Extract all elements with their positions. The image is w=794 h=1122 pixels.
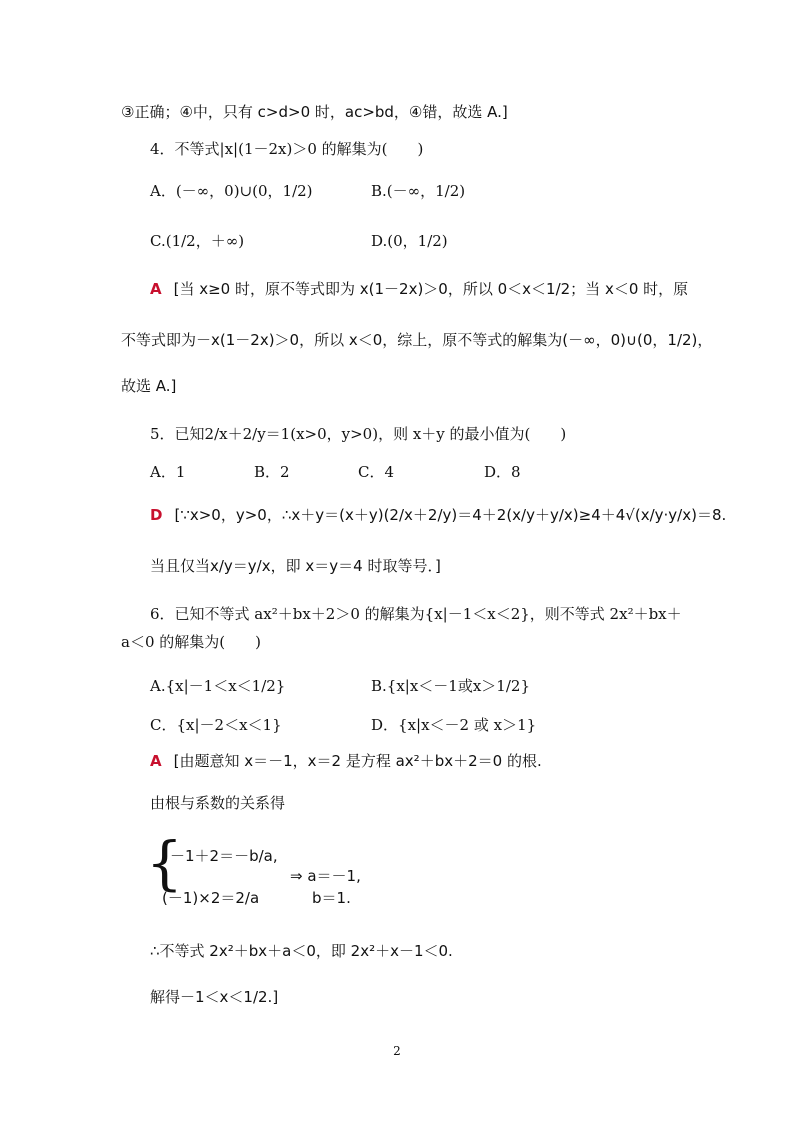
option-b: B．2	[254, 463, 290, 481]
option-c: C.(1/2，＋∞)	[150, 232, 245, 250]
equation: －1＋2＝－b/a,	[170, 847, 278, 865]
question-6-stem: a＜0 的解集为( )	[121, 633, 261, 651]
answer-line	[150, 751, 542, 771]
option-b: B.(－∞，1/2)	[371, 182, 466, 200]
question-5-stem: 5．已知2/x＋2/y＝1(x>0，y>0)，则 x＋y 的最小值为( )	[150, 425, 567, 443]
option-b: B.{x|x＜－1或x＞1/2}	[371, 677, 530, 695]
answer-line: 解得－1＜x＜1/2.]	[150, 988, 279, 1006]
left-brace-icon: {	[146, 829, 183, 897]
text-line: ③正确；④中，只有 c>d>0 时，ac>bd，④错，故选 A.]	[121, 103, 508, 121]
option-d: D.(0，1/2)	[371, 232, 448, 250]
answer-line: 不等式即为－x(1－2x)＞0，所以 x＜0，综上，原不等式的解集为(－∞，0)∪(0，1/2)，	[121, 331, 713, 349]
option-c: C．{x|－2＜x＜1}	[150, 716, 282, 734]
question-4-stem: 4．不等式|x|(1－2x)＞0 的解集为( )	[150, 140, 424, 158]
answer-letter: D	[150, 506, 163, 524]
question-6-stem: 6．已知不等式 ax²＋bx＋2＞0 的解集为{x|－1＜x＜2}，则不等式 2x²＋bx＋	[150, 605, 682, 623]
option-d: D．{x|x＜－2 或 x＞1}	[371, 716, 537, 734]
answer-line: ∴不等式 2x²＋bx＋a＜0，即 2x²＋x－1＜0.	[150, 942, 453, 960]
option-a: A.{x|－1＜x＜1/2}	[150, 677, 286, 695]
page-number: 2	[393, 1044, 401, 1058]
answer-letter: A	[150, 752, 162, 770]
answer-text: [∵x>0，y>0，∴x＋y＝(x＋y)(2/x＋2/y)＝4＋2(x/y＋y/x)≥4＋4√(x/y·y/x)＝8.	[174, 506, 727, 524]
answer-line	[150, 505, 726, 525]
equation: b＝1.	[312, 889, 351, 907]
equation: (－1)×2＝2/a	[162, 889, 260, 907]
answer-line: 由根与系数的关系得	[150, 794, 286, 812]
answer-line: 当且仅当x/y＝y/x，即 x＝y＝4 时取等号．]	[150, 557, 441, 575]
option-c: C．4	[358, 463, 395, 481]
option-d: D．8	[484, 463, 521, 481]
equation: ⇒ a＝－1,	[290, 867, 361, 885]
answer-text: [当 x≥0 时，原不等式即为 x(1－2x)＞0，所以 0＜x＜1/2；当 x＜0 时，原	[173, 280, 689, 298]
answer-text: [由题意知 x＝－1，x＝2 是方程 ax²＋bx＋2＝0 的根.	[173, 752, 542, 770]
answer-line	[150, 279, 688, 299]
answer-letter: A	[150, 280, 162, 298]
answer-line: 故选 A.]	[121, 377, 177, 395]
option-a: A．1	[150, 463, 186, 481]
option-a: A．(－∞，0)∪(0，1/2)	[150, 182, 313, 200]
